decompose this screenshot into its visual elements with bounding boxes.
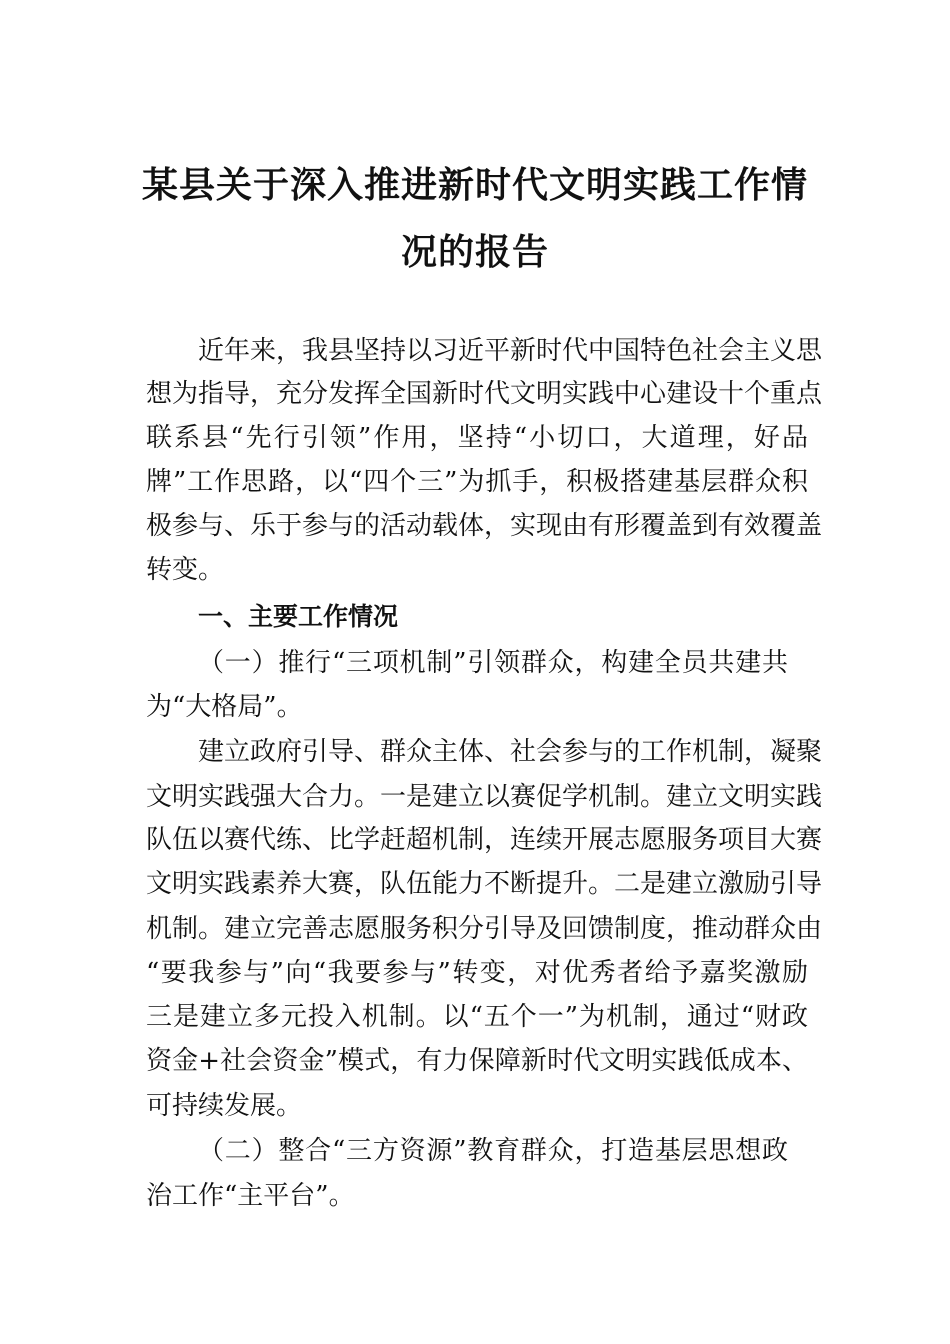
intro-line-5: 极参与、乐于参与的活动载体，实现由有形覆盖到有效覆盖 [146, 511, 823, 541]
para2-line-3: 队伍以赛代练、比学赶超机制，连续开展志愿服务项目大赛 [146, 825, 823, 855]
para2-line-1: 建立政府引导、群众主体、社会参与的工作机制，凝聚 [198, 737, 823, 767]
subheading-1-line-2: 为“大格局”。 [146, 692, 303, 722]
para2-line-9: 可持续发展。 [146, 1091, 303, 1121]
section-heading-1: 一、主要工作情况 [198, 602, 399, 631]
document-title-line-2: 况的报告 [400, 231, 549, 273]
para2-line-2: 文明实践强大合力。一是建立以赛促学机制。建立文明实践 [146, 782, 823, 812]
intro-line-2: 想为指导，充分发挥全国新时代文明实践中心建设十个重点 [146, 379, 823, 409]
intro-line-3: 联系县“先行引领”作用，坚持“小切口，大道理，好品 [146, 423, 808, 453]
para2-line-6: “要我参与”向“我要参与”转变，对优秀者给予嘉奖激励 [146, 958, 808, 988]
para2-line-4: 文明实践素养大赛，队伍能力不断提升。二是建立激励引导 [146, 869, 823, 899]
document-title-line-1: 某县关于深入推进新时代文明实践工作情 [141, 164, 808, 206]
subheading-1-line-1: （一）推行“三项机制”引领群众，构建全员共建共 [198, 648, 788, 678]
intro-line-4: 牌”工作思路，以“四个三”为抓手，积极搭建基层群众积 [146, 467, 808, 497]
para2-line-8: 资金+社会资金”模式，有力保障新时代文明实践低成本、 [146, 1046, 808, 1076]
intro-line-6: 转变。 [146, 555, 225, 585]
subheading-2-line-2: 治工作“主平台”。 [146, 1181, 355, 1211]
para2-line-7: 三是建立多元投入机制。以“五个一”为机制，通过“财政 [146, 1002, 808, 1032]
subheading-2-line-1: （二）整合“三方资源”教育群众，打造基层思想政 [198, 1136, 788, 1166]
para2-line-5: 机制。建立完善志愿服务积分引导及回馈制度，推动群众由 [146, 914, 823, 944]
intro-line-1: 近年来，我县坚持以习近平新时代中国特色社会主义思 [198, 336, 823, 366]
